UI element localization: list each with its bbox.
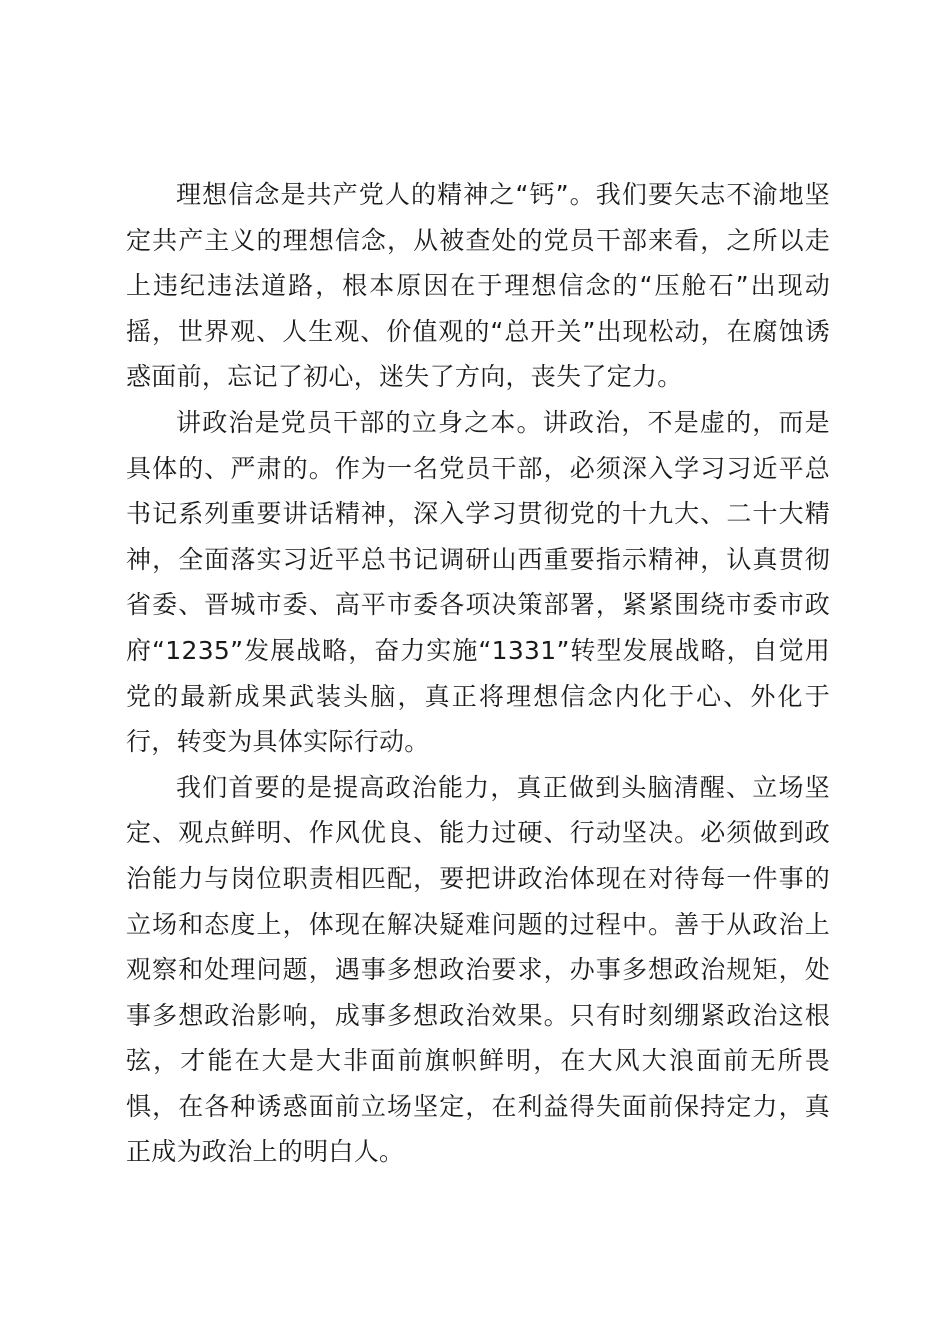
paragraph-ideals: 理想信念是共产党人的精神之“钙”。我们要矢志不渝地坚定共产主义的理想信念，从被查处的党员干部来看，之所以走上违纪违法道路，根本原因在于理想信念的“压舱石”出现动摇，世界观、人生观、价值观的“总开关”出现松动，在腐蚀诱惑面前，忘记了初心，迷失了方向，丧失了定力。 <box>126 180 830 392</box>
paragraph-politics: 讲政治是党员干部的立身之本。讲政治，不是虚的，而是具体的、严肃的。作为一名党员干部，必须深入学习习近平总书记系列重要讲话精神，深入学习贯彻党的十九大、二十大精神，全面落实习近平总书记调研山西重要指示精神，认真贯彻省委、晋城市委、高平市委各项决策部署，紧紧围绕市委市政府“1235”发展战略，奋力实施“1331”转型发展战略，自觉用党的最新成果武装头脑，真正将理想信念内化于心、外化于行，转变为具体实际行动。 <box>126 407 830 757</box>
paragraph-political-ability: 我们首要的是提高政治能力，真正做到头脑清醒、立场坚定、观点鲜明、作风优良、能力过硬、行动坚决。必须做到政治能力与岗位职责相匹配，要把讲政治体现在对待每一件事的立场和态度上，体现在解决疑难问题的过程中。善于从政治上观察和处理问题，遇事多想政治要求，办事多想政治规矩，处事多想政治影响，成事多想政治效果。只有时刻绷紧政治这根弦，才能在大是大非面前旗帜鲜明，在大风大浪面前无所畏惧，在各种诱惑面前立场坚定，在利益得失面前保持定力，真正成为政治上的明白人。 <box>126 772 830 1167</box>
document-body <box>126 172 830 1175</box>
